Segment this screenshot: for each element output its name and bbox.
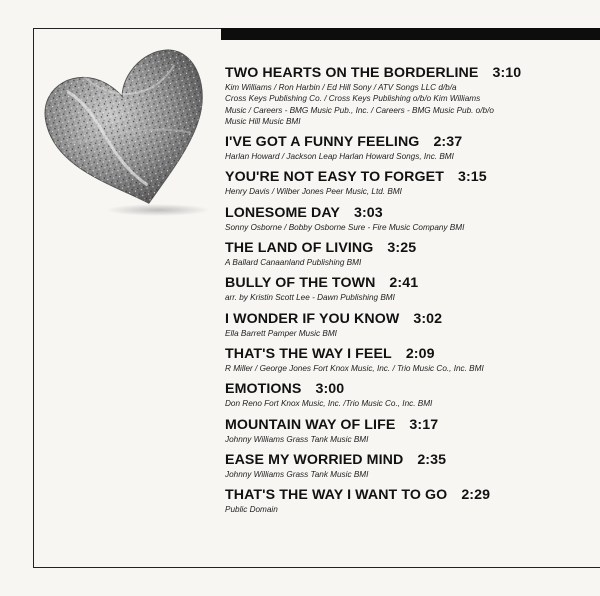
credit-line: Cross Keys Publishing Co. / Cross Keys Publishing o/b/o Kim Williams	[225, 94, 481, 104]
credit-line: Kim Williams / Ron Harbin / Ed Hill Sony / ATV Songs LLC d/b/a	[225, 83, 457, 92]
track-duration: 3:03	[353, 204, 383, 221]
track-credits: Harlan Howard / Jackson Leap Harlan Howard Songs, Inc. BMI	[225, 152, 454, 162]
track-title: LONESOME DAY	[225, 204, 340, 221]
track-title: YOU'RE NOT EASY TO FORGET	[225, 169, 444, 186]
track-duration: 3:10	[492, 65, 522, 81]
track-duration: 2:35	[417, 451, 447, 468]
track-item	[225, 310, 595, 339]
track-duration: 2:29	[461, 487, 491, 504]
track-credits: Johnny Williams Grass Tank Music BMI	[225, 434, 369, 444]
track-credits: Public Domain	[225, 505, 278, 515]
track-credits: arr. by Kristin Scott Lee - Dawn Publishing BMI	[225, 293, 395, 303]
track-duration: 2:09	[405, 345, 435, 362]
track-duration: 2:41	[389, 275, 419, 292]
track-item	[225, 416, 595, 445]
track-item	[225, 168, 595, 197]
track-duration: 3:15	[457, 169, 487, 186]
track-duration: 3:02	[413, 310, 443, 327]
track-credits: Henry Davis / Wilber Jones Peer Music, Ltd. BMI	[225, 187, 402, 197]
track-duration: 3:25	[387, 240, 417, 257]
track-credits: Ella Barrett Pamper Music BMI	[225, 328, 337, 338]
track-title: BULLY OF THE TOWN	[225, 275, 376, 292]
track-title: THAT'S THE WAY I WANT TO GO	[225, 487, 448, 504]
track-item	[225, 380, 595, 409]
track-item	[225, 239, 595, 268]
track-credits: A Ballard Canaanland Publishing BMI	[225, 258, 362, 268]
track-credits: Sonny Osborne / Bobby Osborne Sure - Fire Music Company BMI	[225, 222, 465, 232]
track-title: EASE MY WORRIED MIND	[225, 451, 404, 468]
track-item	[225, 451, 595, 480]
credit-line: Music / Careers - BMG Music Pub., Inc. / Careers - BMG Music Pub. o/b/o	[225, 105, 494, 115]
track-duration: 3:00	[315, 381, 345, 398]
track-item	[225, 133, 595, 162]
track-item	[225, 64, 595, 127]
track-credits: Johnny Williams Grass Tank Music BMI	[225, 469, 369, 479]
track-item	[225, 274, 595, 303]
track-credits: R Miller / George Jones Fort Knox Music, Inc. / Trio Music Co., Inc. BMI	[225, 363, 484, 373]
top-bar	[221, 28, 600, 40]
track-title: TWO HEARTS ON THE BORDERLINE	[225, 65, 479, 81]
track-title: I WONDER IF YOU KNOW	[225, 310, 400, 327]
track-title: THE LAND OF LIVING	[225, 240, 374, 257]
track-item	[225, 345, 595, 374]
track-item	[225, 486, 595, 515]
track-title: MOUNTAIN WAY OF LIFE	[225, 416, 396, 433]
track-title: THAT'S THE WAY I FEEL	[225, 345, 392, 362]
track-duration: 2:37	[433, 134, 463, 151]
track-title: EMOTIONS	[225, 381, 302, 398]
track-duration: 3:17	[409, 416, 439, 433]
track-item	[225, 204, 595, 233]
track-title: I'VE GOT A FUNNY FEELING	[225, 134, 420, 151]
stone-heart-image	[38, 38, 218, 216]
track-list	[225, 64, 595, 515]
track-credits	[225, 82, 595, 127]
track-credits: Don Reno Fort Knox Music, Inc. /Trio Music Co., Inc. BMI	[225, 399, 433, 409]
credit-line: Music Hill Music BMI	[225, 116, 301, 126]
